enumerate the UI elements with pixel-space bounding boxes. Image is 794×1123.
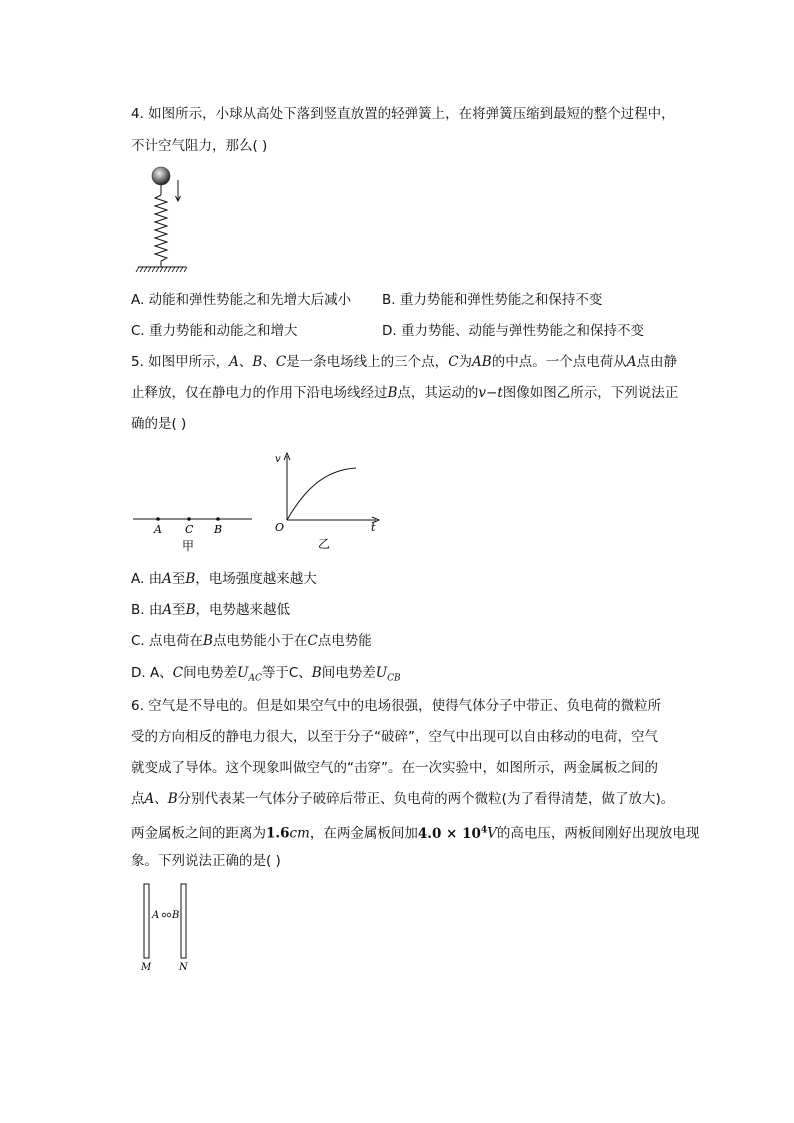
caption-yi: 乙 <box>318 537 331 551</box>
particle-b <box>167 913 171 917</box>
q5-option-d[interactable]: D. A、C间电势差$U_{AC}$等于C、B间电势差$U_{CB}$ <box>131 665 401 684</box>
q5-option-a[interactable]: A. 由A至B，电场强度越来越大 <box>131 571 317 587</box>
spring <box>155 195 167 261</box>
plate-n <box>181 884 186 958</box>
q4-option-c[interactable]: C. 重力势能和动能之和增大 <box>131 323 298 339</box>
q5-stem-line-3: 确的是( ) <box>131 416 187 432</box>
q5-stem-line-1: 5. 如图甲所示，A、B、C是一条电场线上的三个点，C为AB的中点。一个点电荷从A点由静 <box>131 354 677 370</box>
origin-label: O <box>275 521 285 534</box>
q5-option-b[interactable]: B. 由A至B，电势越来越低 <box>131 602 291 618</box>
caption-jia: 甲 <box>182 539 195 553</box>
axis-v-label: v <box>275 454 281 465</box>
q5-figure-yi-vt-graph <box>268 450 388 555</box>
label-b: B <box>214 523 223 536</box>
particle-a <box>162 913 166 917</box>
q6-stem-line-5: 两金属板之间的距离为1.6cm，在两金属板间加$4.0 \times 10^4V$的高电压，两板间刚好出现放电现 <box>131 825 700 842</box>
label-n: N <box>179 962 188 973</box>
q5-figure-jia <box>130 505 255 555</box>
plate-m <box>144 884 149 958</box>
q4-stem-line-1: 4. 如图所示，小球从高处下落到竖直放置的轻弹簧上，在将弹簧压缩到最短的整个过程中， <box>131 106 675 122</box>
label-b: B <box>172 910 180 921</box>
q4-option-b[interactable]: B. 重力势能和弹性势能之和保持不变 <box>382 292 603 308</box>
q5-stem-line-2: 止释放，仅在静电力的作用下沿电场线经过B点，其运动的v−t图像如图乙所示，下列说法正 <box>131 385 679 401</box>
down-arrow-icon <box>176 180 181 201</box>
q6-stem-line-1: 6. 空气是不导电的。但是如果空气中的电场很强，使得气体分子中带正、负电荷的微粒所 <box>131 698 662 714</box>
ball <box>152 167 170 185</box>
q4-option-d[interactable]: D. 重力势能、动能与弹性势能之和保持不变 <box>382 323 644 339</box>
point-b <box>216 517 220 521</box>
q6-plates-figure <box>138 880 198 975</box>
point-c <box>187 517 191 521</box>
q4-stem-line-2: 不计空气阻力，那么( ) <box>131 138 268 154</box>
label-a: A <box>152 910 160 921</box>
q5-option-c[interactable]: C. 点电荷在B点电势能小于在C点电势能 <box>131 633 372 649</box>
q6-stem-line-2: 受的方向相反的静电力很大，以至于分子“破碎”，空气中出现可以自由移动的电荷，空气 <box>131 729 658 745</box>
label-c: C <box>185 523 194 536</box>
label-a: A <box>154 523 162 536</box>
ground-hatch <box>136 267 187 272</box>
q4-spring-figure <box>130 162 200 277</box>
q6-stem-line-4: 点A、B分别代表某一气体分子破碎后带正、负电荷的两个微粒(为了看得清楚，做了放大)。 <box>131 791 675 807</box>
q6-stem-line-3: 就变成了导体。这个现象叫做空气的“击穿”。在一次实验中，如图所示，两金属板之间的 <box>131 760 658 776</box>
q6-stem-line-6: 象。下列说法正确的是( ) <box>131 853 281 869</box>
q4-option-a[interactable]: A. 动能和弹性势能之和先增大后减小 <box>131 292 352 308</box>
label-m: M <box>141 962 152 973</box>
axis-t-label: t <box>371 521 376 534</box>
vt-curve <box>287 468 356 520</box>
point-a <box>156 517 160 521</box>
